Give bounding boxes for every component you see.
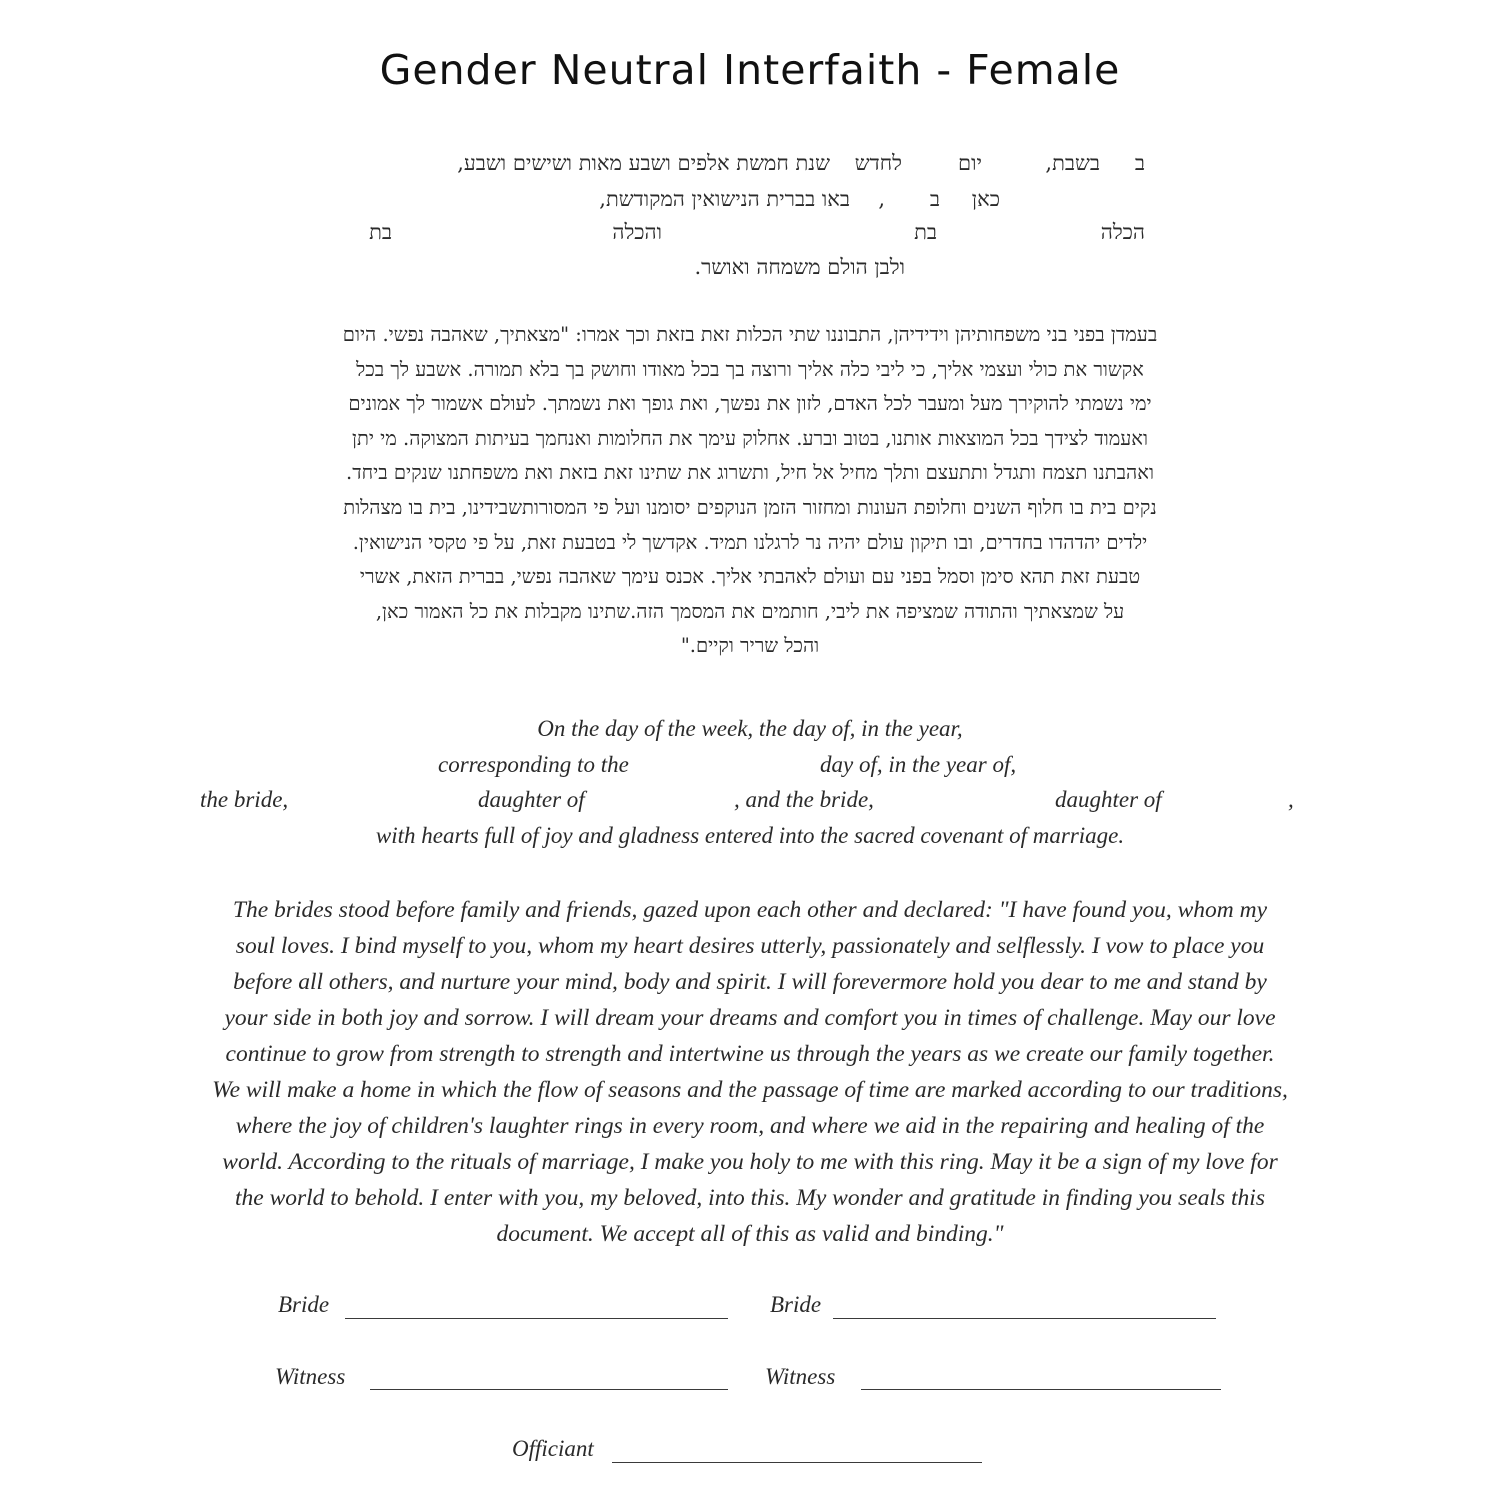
english-text-line: before all others, and nurture your mind, body and spirit. I will forevermore hold you dear to me and stand by	[233, 969, 1267, 995]
english-text-line: The brides stood before family and friends, gazed upon each other and declared: "I have found you, whom my	[232, 897, 1268, 923]
hebrew-text-line: על שמצאתיך והתודה שמציפה את ליבי, חותמים את המסמך הזה.שתינו מקבלות את כל האמור כאן,	[375, 599, 1125, 623]
bride-1-signature-line[interactable]	[345, 1318, 728, 1319]
english-text-line: your side in both joy and sorrow. I will dream your dreams and comfort you in times of challenge. May our love	[224, 1005, 1276, 1031]
hebrew-intro-segment: כאן	[971, 187, 1000, 211]
english-intro-segment: the bride,	[200, 787, 289, 812]
hebrew-intro-segment: והכלה	[612, 220, 662, 244]
hebrew-intro-segment: בת	[369, 220, 392, 244]
hebrew-intro-segment: באו בברית הנישואין המקודשת,	[599, 187, 850, 211]
hebrew-text-line: טבעת זאת תהא סימן וסמל בפני עם ועולם לאהבתי אליך. אכנס עימך שאהבה נפשי, בברית הזאת, אשרי	[359, 565, 1141, 589]
hebrew-text-line: נקים בית בו חלוף השנים וחלופת העונות ומחזור הזמן הנוקפים יסומנו ועל פי המסורותשבידינו, בית בו מצהלות	[343, 495, 1157, 519]
english-intro-segment: with hearts full of joy and gladness entered into the sacred covenant of marriage.	[375, 823, 1125, 848]
english-text-line: where the joy of children's laughter rings in every room, and where we aid in the repairing and healing of the	[235, 1113, 1265, 1139]
page-title: Gender Neutral Interfaith - Female	[379, 46, 1121, 94]
english-intro-segment: day of, in the year of,	[820, 752, 1017, 777]
bride-2-signature-label: Bride	[770, 1292, 822, 1317]
english-intro-paragraph	[0, 712, 1500, 852]
english-intro-segment: On the day of the week, the day of, in the year,	[537, 716, 963, 741]
hebrew-intro-segment: ,	[878, 187, 885, 211]
hebrew-text-line: והכל שריר וקיים."	[680, 634, 820, 658]
english-intro-segment: daughter of	[1055, 787, 1162, 812]
hebrew-intro-segment: שנת חמשת אלפים ושבע מאות ושישים ושבע,	[457, 151, 830, 175]
english-text-line: soul loves. I bind myself to you, whom my heart desires utterly, passionately and selflessly. I vow to place you	[235, 933, 1265, 959]
english-intro-segment: , and the bride,	[734, 787, 874, 812]
hebrew-intro-paragraph	[0, 148, 1500, 288]
english-text-line: continue to grow from strength to strength and intertwine us through the years as we create our family together.	[225, 1041, 1275, 1067]
bride-1-signature-label: Bride	[278, 1292, 330, 1317]
hebrew-text-line: בעמדן בפני בני משפחותיהן וידידיהן, התבוננו שתי הכלות זאת בזאת וכך אמרו: "מצאתיך, שאהבה נפשי. היום	[342, 323, 1158, 346]
english-intro-segment: corresponding to the	[438, 752, 629, 777]
english-intro-segment: ,	[1288, 787, 1294, 812]
hebrew-intro-segment: ב	[929, 187, 940, 211]
hebrew-intro-segment: לחדש	[854, 151, 902, 175]
officiant-signature-line[interactable]	[612, 1462, 982, 1463]
hebrew-text-line: ימי נשמתי להוקירך מעל ומעבר לכל האדם, לזון את נפשך, ואת גופך ואת נשמתך. לעולם אשמור לך אמונים	[348, 392, 1152, 416]
hebrew-text-line: ואעמוד לצידך בכל המוצאות אותנו, בטוב וברע. אחלוק עימך את החלומות ואנחמך בעיתות המצוקה. מי יתן	[351, 426, 1148, 450]
witness-1-signature-line[interactable]	[370, 1389, 728, 1390]
officiant-signature-label: Officiant	[512, 1436, 594, 1461]
english-text-line: document. We accept all of this as valid and binding."	[496, 1221, 1004, 1247]
bride-2-signature-line[interactable]	[833, 1318, 1216, 1319]
witness-1-signature-label: Witness	[275, 1364, 346, 1389]
witness-2-signature-label: Witness	[765, 1364, 836, 1389]
english-intro-segment: daughter of	[478, 787, 585, 812]
hebrew-intro-segment: בשבת,	[1045, 151, 1100, 175]
english-text-line: world. According to the rituals of marriage, I make you holy to me with this ring. May it be a sign of my love for	[222, 1149, 1278, 1175]
hebrew-declaration-paragraph	[118, 318, 1382, 664]
hebrew-text-line: אקשור את כולי ועצמי אליך, כי ליבי כלה אליך ורוצה בך בכל מאודו וחושק בך בלא תמורה. אשבע לך בכל	[356, 357, 1144, 381]
hebrew-intro-segment: יום	[958, 151, 982, 175]
english-declaration-paragraph	[100, 892, 1400, 1252]
hebrew-intro-segment: ולבן הולם משמחה ואושר.	[694, 255, 905, 279]
english-text-line: the world to behold. I enter with you, my beloved, into this. My wonder and gratitude in finding you seals this	[235, 1185, 1265, 1211]
hebrew-text-line: ילדים יהדהדו בחדרים, ובו תיקון עולם יהיה נר לרגלנו תמיד. אקדשך לי בטבעת זאת, על פי טקסי הנישואין.	[352, 530, 1148, 554]
witness-2-signature-line[interactable]	[861, 1389, 1221, 1390]
english-text-line: We will make a home in which the flow of seasons and the passage of time are marked according to our traditions,	[212, 1077, 1288, 1103]
hebrew-intro-segment: הכלה	[1100, 220, 1145, 244]
hebrew-intro-segment: ב	[1134, 151, 1145, 175]
hebrew-intro-segment: בת	[914, 220, 937, 244]
hebrew-text-line: ואהבתנו תצמח ותגדל ותתעצם ותלך מחיל אל חיל, ותשרוג את שתינו זאת בזאת ואת משפחתנו שנקים ביחד.	[346, 461, 1154, 485]
